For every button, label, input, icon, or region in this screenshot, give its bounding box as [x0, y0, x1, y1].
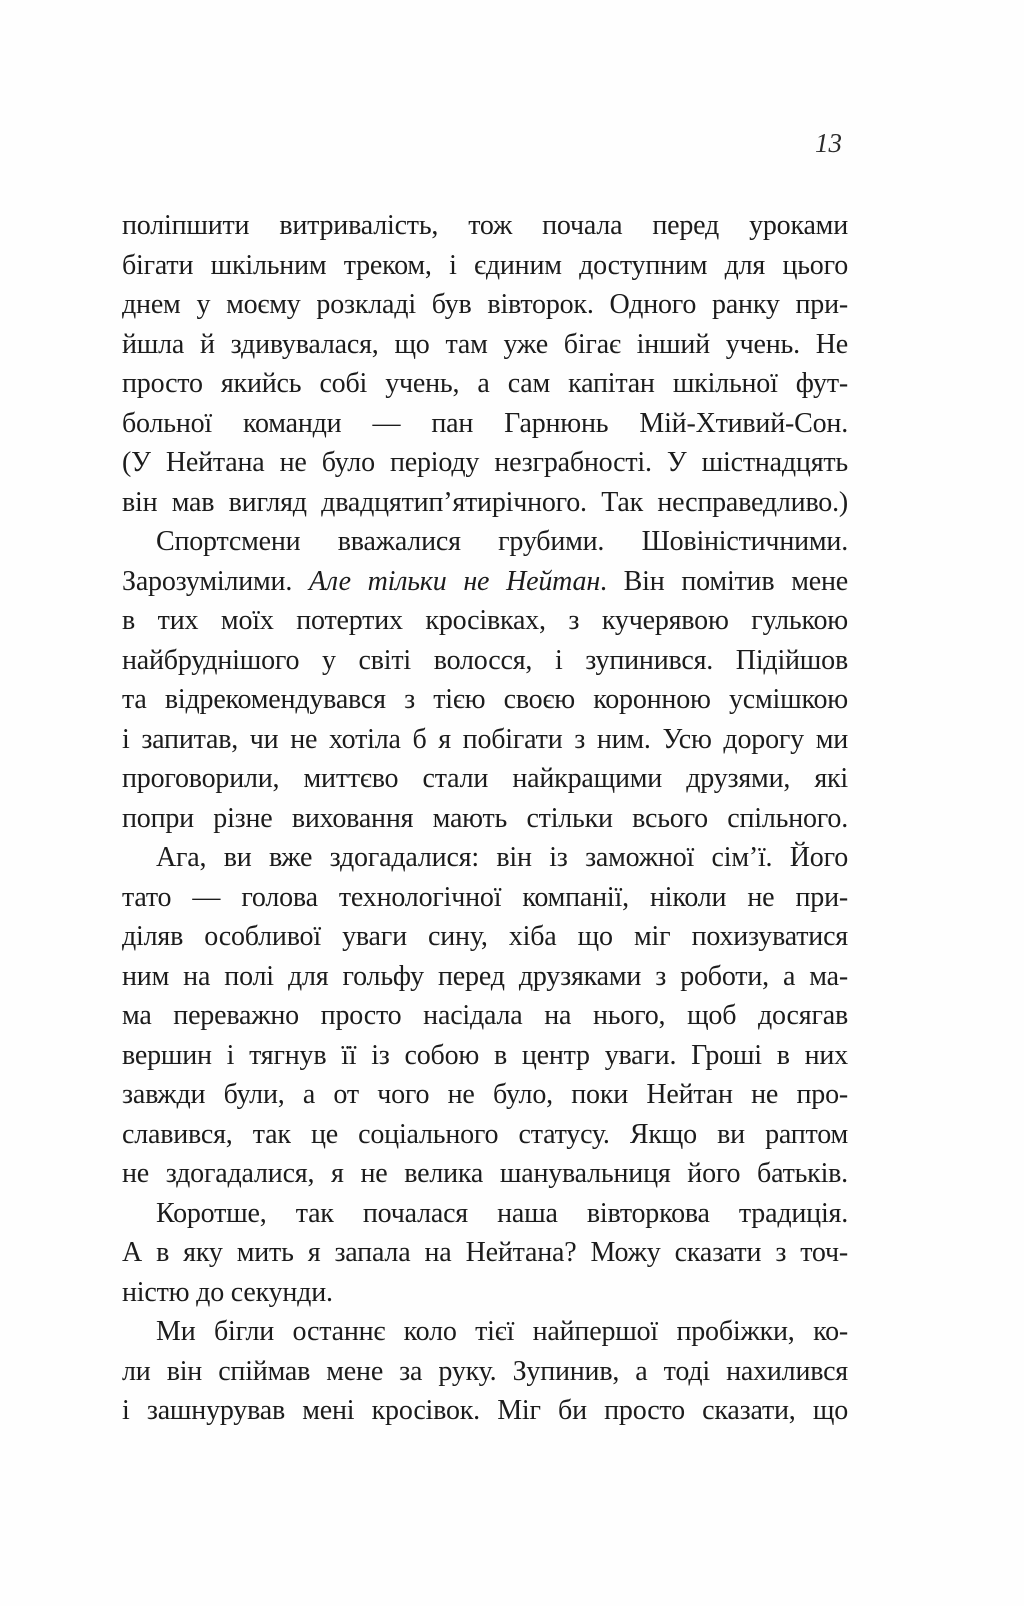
text-line — [122, 680, 848, 720]
text-segment: ним на полі для гольфу перед друзяками з роботи, а ма- — [122, 960, 848, 992]
text-line — [122, 1036, 848, 1076]
text-segment: не здогадалися, я не велика шанувальниця його батьків. — [122, 1158, 848, 1189]
text-line — [122, 1154, 848, 1194]
text-line — [122, 443, 848, 483]
text-line — [122, 285, 848, 325]
italic-phrase: Але тільки не Нейтан — [308, 565, 601, 597]
text-segment: він мав вигляд двадцятип’ятирічного. Так несправедливо.) — [122, 486, 848, 518]
text-segment: бігати шкільним треком, і єдиним доступним для цього — [122, 249, 848, 281]
text-line — [122, 206, 848, 246]
text-line — [122, 878, 848, 918]
text-line — [122, 404, 848, 444]
page-number: 13 — [815, 128, 842, 158]
text-segment: Зарозумілими. — [122, 565, 309, 597]
text-line — [122, 799, 848, 839]
text-segment: поліпшити витривалість, тож почала перед уроками — [122, 210, 848, 241]
text-line — [122, 1194, 848, 1234]
text-line — [122, 1391, 848, 1431]
text-segment: і запитав, чи не хотіла б я побігати з ним. Усю дорогу ми — [122, 723, 848, 755]
text-line — [122, 1075, 848, 1115]
text-line — [122, 641, 848, 681]
text-segment: больної команди — пан Гарнюнь Мій-Хтивий-Сон. — [122, 407, 848, 439]
text-segment: йшла й здивувалася, що там уже бігає інший учень. Не — [122, 328, 848, 360]
text-line — [122, 1273, 848, 1313]
text-line — [122, 364, 848, 404]
text-segment: і зашнурував мені кросівок. Міг би просто сказати, що — [122, 1395, 848, 1426]
text-line — [122, 246, 848, 286]
text-line — [122, 522, 848, 562]
text-line — [122, 325, 848, 365]
text-line — [122, 1115, 848, 1155]
text-line — [122, 483, 848, 523]
text-segment: ли він спіймав мене за руку. Зупинив, а тоді нахилився — [122, 1355, 848, 1387]
text-segment: ністю до секунди. — [122, 1276, 333, 1308]
text-segment: та відрекомендувався з тією своєю коронною усмішкою — [122, 684, 848, 715]
text-line — [122, 1233, 848, 1273]
text-segment: в тих моїх потертих кросівках, з кучерявою гулькою — [122, 605, 848, 636]
text-line — [122, 1352, 848, 1392]
text-segment: днем у моєму розкладі був вівторок. Одного ранку при- — [122, 289, 848, 320]
text-line — [122, 601, 848, 641]
text-segment: проговорили, миттєво стали найкращими друзями, які — [122, 763, 848, 794]
text-segment: славився, так це соціального статусу. Якщо ви раптом — [122, 1118, 848, 1150]
text-segment: А в яку мить я запала на Нейтана? Можу сказати з точ- — [122, 1237, 848, 1268]
text-segment: тато — голова технологічної компанії, ніколи не при- — [122, 881, 848, 913]
text-segment: просто якийсь собі учень, а сам капітан шкільної фут- — [122, 368, 848, 399]
text-line — [122, 957, 848, 997]
text-segment: Ми бігли останнє коло тієї найпершої пробіжки, ко- — [156, 1316, 848, 1347]
text-segment: Коротше, так почалася наша вівторкова традиція. — [156, 1197, 848, 1229]
text-line — [122, 1312, 848, 1352]
text-line — [122, 917, 848, 957]
text-segment: (У Нейтана не було періоду незграбності. У шістнадцять — [122, 447, 848, 478]
text-line — [122, 562, 848, 602]
text-line — [122, 720, 848, 760]
text-line — [122, 759, 848, 799]
text-line — [122, 838, 848, 878]
text-segment: Ага, ви вже здогадалися: він із заможної сім’ї. Його — [156, 842, 848, 873]
text-segment: Спортсмени вважалися грубими. Шовіністичними. — [156, 526, 848, 557]
text-segment: попри різне виховання мають стільки всього спільного. — [122, 802, 848, 834]
text-segment: завжди були, а от чого не було, поки Нейтан не про- — [122, 1079, 848, 1110]
text-block — [122, 206, 848, 1431]
text-segment: вершин і тягнув її із собою в центр уваги. Гроші в них — [122, 1039, 848, 1071]
text-segment: діляв особливої уваги сину, хіба що міг похизуватися — [122, 921, 848, 952]
text-segment: . Він помітив мене — [600, 565, 848, 597]
text-segment: ма переважно просто насідала на нього, щоб досягав — [122, 1000, 848, 1031]
text-line — [122, 996, 848, 1036]
text-segment: найбруднішого у світі волосся, і зупинився. Підійшов — [122, 644, 848, 676]
